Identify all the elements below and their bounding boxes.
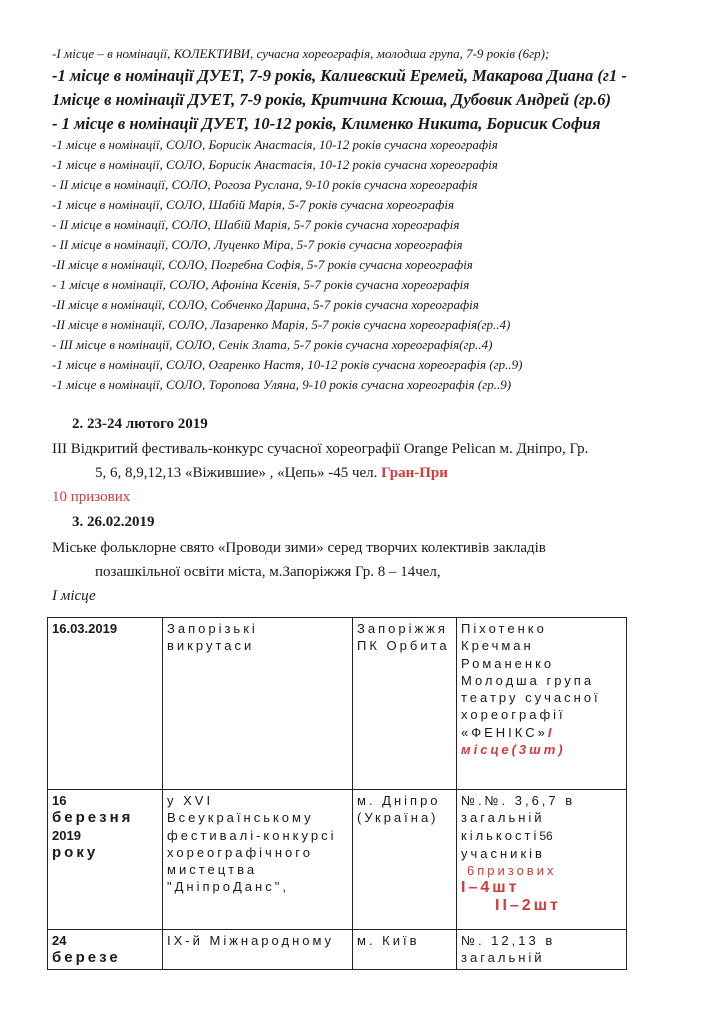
award-line: -ІІ місце в номінації, СОЛО, Собченко Дарина, 5-7 років сучасна хореографія [52,297,479,312]
groups-text: загальній [461,950,545,966]
table-row [48,618,627,790]
award-line: -1 місце в номінації ДУЕТ, 7-9 років, Калиевский Еремей, Макарова Диана (г1 - [52,66,627,85]
event-description: ІІІ Відкритий фестиваль-конкурс сучасної хореографії Orange Pelican м. Дніпро, Гр. [52,441,589,457]
date-cell [48,930,163,970]
award-line: - 1 місце в номінації ДУЕТ, 10-12 років, Клименко Никита, Борисик София [52,114,601,133]
date-cell: 16.03.2019 [48,618,163,790]
groups-text: №. 12,13 в [461,933,556,948]
participants-text: Піхотенко Кречман Романенко Молодша група театру сучасної хореографії «ФЕНІКС» [461,621,601,740]
award-line: 1місце в номінації ДУЕТ, 7-9 років, Критчина Ксюша, Дубовик Андрей (гр.6) [52,90,612,109]
result-text: І місце(3шт) [461,724,566,758]
date-day: 24 [52,933,67,948]
event-cell: Запорізькі викрутаси [163,618,353,790]
event-description [95,465,448,482]
award-line: -1 місце в номінації, СОЛО, Борисік Анастасія, 10-12 років сучасна хореографія [52,137,498,152]
venue-cell: м. Київ [353,930,457,970]
prizes-text: 6призових [467,863,557,879]
table-row [48,790,627,930]
award-line: - ІІ місце в номінації, СОЛО, Рогоза Руслана, 9-10 років сучасна хореографія [52,177,478,192]
groups-count-suffix: учасників [461,845,545,861]
event-cell: у XVI Всеукраїнському фестивалі-конкурсі хореографічного мистецтва "ДніпроДанс", [163,790,353,930]
groups-text: №.№. 3,6,7 в загальній кількості56 [461,793,576,843]
date-word: року [52,843,99,861]
date-day: 16 [52,793,67,808]
event-description: Міське фольклорне свято «Проводи зими» серед творчих колективів закладів [52,540,546,556]
table-row [48,930,627,970]
event-description: позашкільної освіти міста, м.Запоріжжя Гр. 8 – 14чел, [95,564,441,580]
date-month: березе [52,949,121,967]
prizes-count: 10 призових [52,489,131,505]
award-line: - ІІІ місце в номінації, СОЛО, Сенік Злата, 5-7 років сучасна хореографія(гр..4) [52,337,493,352]
award-line: -ІІ місце в номінації, СОЛО, Лазаренко Марія, 5-7 років сучасна хореографія(гр..4) [52,317,511,332]
award-line: -І місце – в номінації, КОЛЕКТИВИ, сучасна хореографія, молодша група, 7-9 років (6гр); [52,46,550,61]
venue-cell: Запоріжжя ПК Орбита [353,618,457,790]
results-table [47,617,627,970]
date-month-year: березня 2019 [52,809,134,843]
section-heading: 2. 23-24 лютого 2019 [72,416,208,432]
participants-cell [457,618,627,790]
date-cell [48,790,163,930]
venue-cell: м. Дніпро (Україна) [353,790,457,930]
award-line: -1 місце в номінації, СОЛО, Огаренко Настя, 10-12 років сучасна хореографія (гр..9) [52,357,523,372]
event-cell: ІХ-й Міжнародному [163,930,353,970]
award-line: -1 місце в номінації, СОЛО, Борисік Анастасія, 10-12 років сучасна хореографія [52,157,498,172]
first-place-count: І–4шт [461,879,520,897]
groups-cell [457,930,627,970]
award-line: -1 місце в номінації, СОЛО, Торопова Уляна, 9-10 років сучасна хореографія (гр..9) [52,377,512,392]
award-line: -ІІ місце в номінації, СОЛО, Погребна Софія, 5-7 років сучасна хореографія [52,257,473,272]
award-line: -1 місце в номінації, СОЛО, Шабій Марія, 5-7 років сучасна хореографія [52,197,455,212]
award-line: - ІІ місце в номінації, СОЛО, Луценко Міра, 5-7 років сучасна хореографія [52,237,463,252]
award-line: - ІІ місце в номінації, СОЛО, Шабій Марія, 5-7 років сучасна хореографія [52,217,460,232]
event-groups: 5, 6, 8,9,12,13 «Віжившие» , «Цепь» -45 чел. [95,465,378,481]
award-line: - 1 місце в номінації, СОЛО, Афоніна Ксенія, 5-7 років сучасна хореографія [52,277,470,292]
groups-cell [457,790,627,930]
section-heading: 3. 26.02.2019 [72,514,155,530]
place-result: І місце [52,588,96,604]
second-place-count: ІІ–2шт [495,896,561,914]
grand-prix-label: Гран-При [381,465,448,481]
